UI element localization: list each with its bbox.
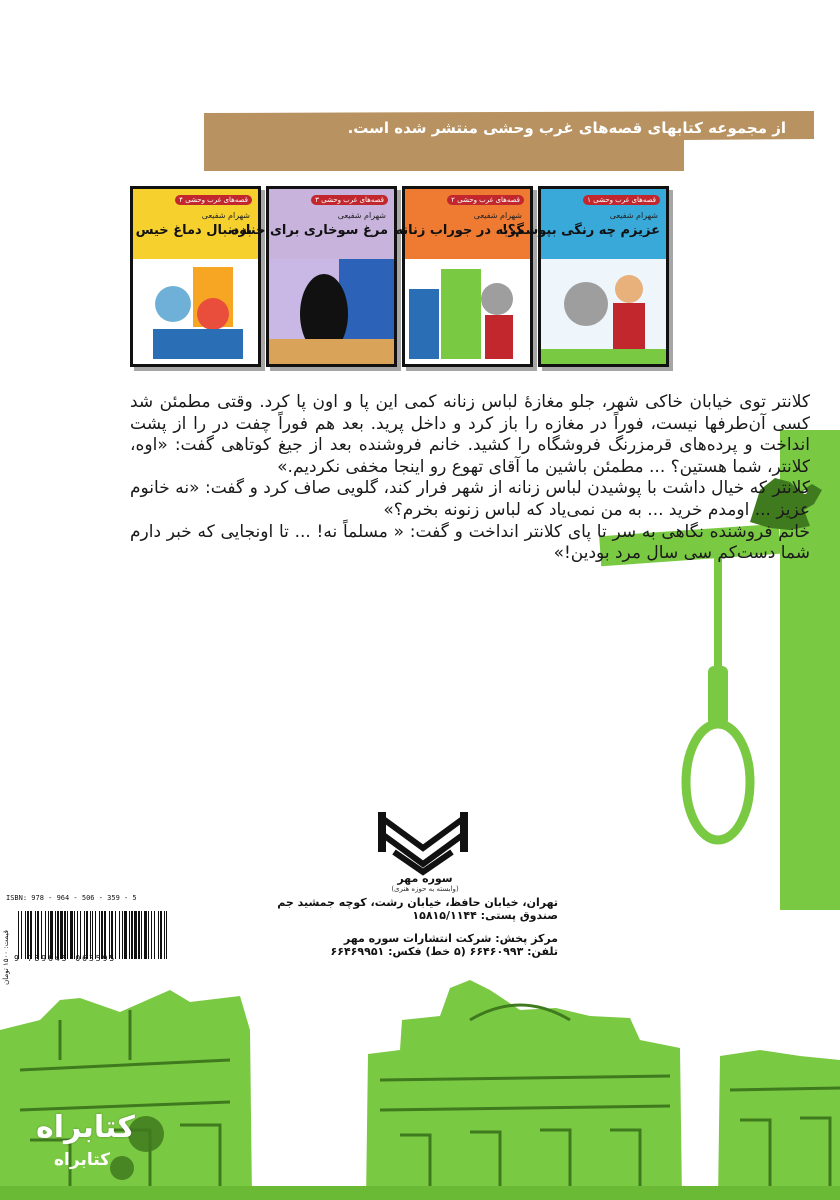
barcode-bar xyxy=(35,911,36,959)
blurb-text xyxy=(130,392,810,565)
book-cover-2 xyxy=(230,186,397,367)
barcode-bar xyxy=(60,911,63,959)
book-illustration xyxy=(269,259,394,364)
barcode-bar xyxy=(92,911,93,959)
barcode-bar xyxy=(160,911,162,959)
barcode-bar xyxy=(57,911,59,959)
book-title: مرغ سوخاری برای جنازه xyxy=(230,223,388,238)
barcode-bar xyxy=(74,911,75,959)
book-badge: قصه‌های غرب وحشی ۲ xyxy=(447,195,524,205)
barcode-bar xyxy=(115,911,116,959)
barcode-bar xyxy=(21,911,22,959)
distribution-line: مرکز پخش: شرکت انتشارات سوره مهر xyxy=(343,932,558,945)
publisher-name: سوره مهر xyxy=(397,872,453,885)
barcode-bar xyxy=(67,911,68,959)
barcode-bar xyxy=(166,911,167,959)
blurb-paragraph: کلانتر توی خیابان خاکی شهر، جلو مغازهٔ لباس زنانه کمی این پا و اون پا کرد. وقتی مطمئن شد کسی آن‌طرفها نیست، فوراً در مغازه را باز کرد و داخل پرید. بعد هم فوراً چفت در را از پشت انداخت و پرده‌های قرمزرنگ فروشگاه را کشید. خانم فروشنده بعد از جیغ کوتاهی گفت: «اوه، کلانتر، شما هستین؟ ... مطمئن باشین ما آقای تهوع رو اینجا مخفی نکردیم.» xyxy=(130,392,810,477)
barcode-bar xyxy=(141,911,142,959)
series-banner xyxy=(204,111,814,171)
address-line: صندوق پستی: ۱۵۸۱۵/۱۱۴۴ xyxy=(412,909,558,922)
barcode-bar xyxy=(50,911,53,959)
banner-text: از مجموعه کتابهای قصه‌های غرب وحشی منتشر شده است. xyxy=(347,119,786,137)
barcode-bar xyxy=(124,911,127,959)
book-series-covers xyxy=(130,186,670,366)
barcode-bar xyxy=(90,911,91,959)
barcode-bar xyxy=(64,911,66,959)
barcode-bar xyxy=(86,911,88,959)
blurb-paragraph: خانم فروشنده نگاهی به سر تا پای کلانتر انداخت و گفت: « مسلماً نه! ... تا اونجایی که خبر دارم شما دست‌کم سی سال مرد بودین!» xyxy=(130,521,810,564)
barcode-bar xyxy=(45,911,46,959)
middle-building xyxy=(366,980,682,1200)
right-building xyxy=(718,1050,840,1200)
barcode-bar xyxy=(48,911,49,959)
barcode-bar xyxy=(41,911,42,959)
ground-strip xyxy=(0,1186,840,1200)
book-title: عزیزم چه رنگی بپوشم؟! xyxy=(501,223,660,238)
price-label: قیمت: ۱۵۰۰ تومان xyxy=(2,930,10,985)
book-badge: قصه‌های غرب وحشی ۱ xyxy=(583,195,660,205)
book-badge: قصه‌های غرب وحشی ۴ xyxy=(175,195,252,205)
barcode-bar xyxy=(95,911,96,959)
book-cover-1 xyxy=(130,186,261,367)
isbn-label: ISBN: 978 - 964 - 506 - 359 - 5 xyxy=(6,894,137,902)
address-line: تهران، خیابان حافظ، خیابان رشت، کوچه جمشید جم xyxy=(277,896,558,909)
barcode-bar xyxy=(164,911,165,959)
book-badge: قصه‌های غرب وحشی ۳ xyxy=(311,195,388,205)
barcode-bar xyxy=(70,911,73,959)
barcode-bar xyxy=(158,911,159,959)
barcode-bar xyxy=(148,911,149,959)
barcode-bar xyxy=(27,911,29,959)
barcode-bar xyxy=(154,911,155,959)
barcode-bar xyxy=(138,911,140,959)
barcode-digits: 9 789645 063595 xyxy=(14,954,117,963)
barcode-bar xyxy=(30,911,32,959)
book-author: شهرام شفیعی xyxy=(337,211,386,220)
book-author: شهرام شفیعی xyxy=(201,211,250,220)
book-illustration xyxy=(133,259,258,364)
book-illustration xyxy=(541,259,666,364)
watermark-text: کتابراه xyxy=(36,1110,135,1145)
barcode-bar xyxy=(104,911,106,959)
book-cover-4 xyxy=(501,186,669,367)
contact-line: تلفن: ۶۶۴۶۰۹۹۳ (۵ خط) فکس: ۶۶۴۶۹۹۵۱ xyxy=(330,945,558,958)
noose-loop xyxy=(686,724,750,840)
barcode-bar xyxy=(111,911,113,959)
barcode-bar xyxy=(151,911,152,959)
address-spacer xyxy=(288,922,558,932)
book-author: شهرام شفیعی xyxy=(609,211,658,220)
barcode-bar xyxy=(84,911,85,959)
barcode-bar xyxy=(77,911,78,959)
book-title: به‌دنبال دماغ خیس xyxy=(135,223,252,238)
book-illustration xyxy=(405,259,530,364)
barcode-bar xyxy=(55,911,56,959)
barcode-bar xyxy=(18,911,19,959)
barcode-bar xyxy=(101,911,103,959)
barcode-bar xyxy=(129,911,130,959)
barcode-bar xyxy=(99,911,100,959)
book-title: گربه در جوراب زنانه xyxy=(395,223,524,238)
barcode-bar xyxy=(122,911,123,959)
publisher-address xyxy=(277,896,558,958)
barcode-bar xyxy=(134,911,137,959)
barcode-bar xyxy=(37,911,39,959)
book-cover-3 xyxy=(395,186,533,367)
publisher-subtitle: (وابسته به حوزه هنری) xyxy=(391,885,459,893)
barcode-bar xyxy=(80,911,81,959)
barcode-bar xyxy=(131,911,133,959)
book-author: شهرام شفیعی xyxy=(473,211,522,220)
barcode-bar xyxy=(109,911,110,959)
barcode-bar xyxy=(144,911,147,959)
barcode-bar xyxy=(25,911,26,959)
watermark-text-small: کتابراه xyxy=(54,1150,111,1170)
barcode-bar xyxy=(119,911,120,959)
blurb-paragraph: کلانتر که خیال داشت با پوشیدن لباس زنانه از شهر فرار کند، گلویی صاف کرد و گفت: «نه خانوم عزیز ... اومدم خرید ... به من نمی‌یاد که لباس زنونه بخرم؟» xyxy=(130,478,810,520)
noose-knot xyxy=(708,666,728,726)
